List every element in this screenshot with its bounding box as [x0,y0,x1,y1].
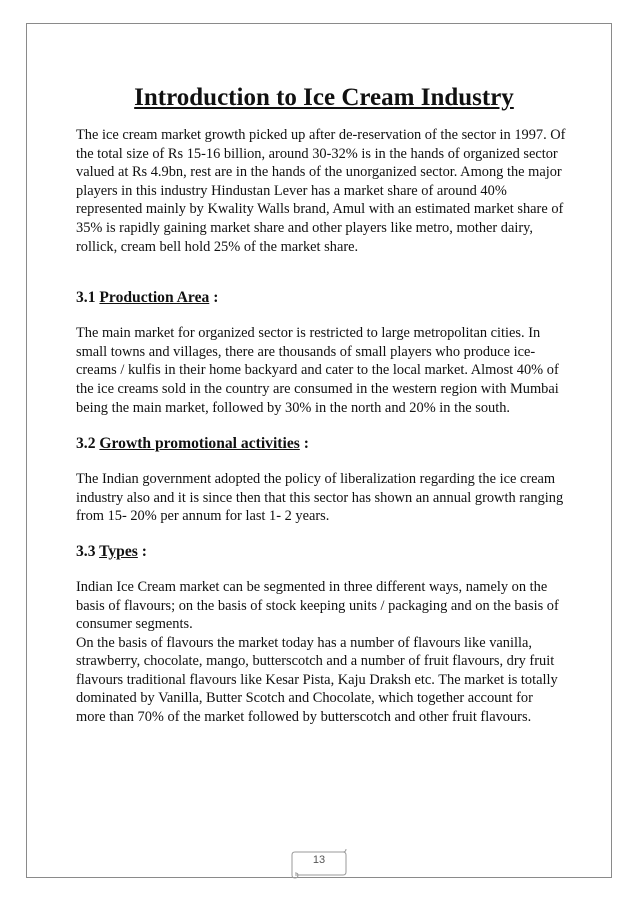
section-heading-growth-promotional-activities [76,434,566,454]
page-title: Introduction to Ice Cream Industry [134,84,514,111]
page-number: 13 [312,854,326,866]
section-number: 3.3 [76,542,96,560]
section-title: Growth promotional activities [99,435,300,453]
document-body [76,124,566,727]
section-suffix: : [213,289,219,307]
production-area-paragraph: The main market for organized sector is restricted to large metropolitan cities. In small towns and villages, there are thousands of small players who produce ice- creams / kulfis in their home backyard and cater to the local market. Almost 40% of the ice creams sold in the country are consumed in the western region with Mumbai being the main market, followed by 30% in the north and 20% in the south. [76,325,559,416]
section-heading-production-area [76,288,566,308]
types-paragraph-1: Indian Ice Cream market can be segmented in three different ways, namely on the basis of flavours; on the basis of stock keeping units / packaging and on the basis of consumer segments. [76,578,559,633]
types-paragraph-2: On the basis of flavours the market today has a number of flavours like vanilla, strawberry, chocolate, mango, butterscotch and a number of fruit flavours, dry fruit flavours traditional flavours like Kesar Pista, Kaju Draksh etc. The market is totally dominated by Vanilla, Butter Scotch and Chocolate, which together account for more than 70% of the market followed by butterscotch and other fruit flavours. [76,634,558,726]
section-number: 3.1 [76,289,96,307]
section-title: Production Area [99,289,210,307]
section-suffix: : [141,542,147,560]
growth-paragraph: The Indian government adopted the policy of liberalization regarding the ice cream industry also and it is since then that this sector has shown an annual growth ranging from 15- 20% per annum for last 1- 2 years. [76,471,564,525]
section-suffix: : [303,435,309,453]
section-number: 3.2 [76,435,96,453]
section-heading-types [76,542,566,562]
page-number-scroll [289,848,349,879]
section-title: Types [99,542,138,560]
intro-paragraph: The ice cream market growth picked up after de-reservation of the sector in 1997. Of the total size of Rs 15-16 billion, around 30-32% is in the hands of organized sector valued at Rs 4.9bn, rest are in the hands of the unorganized sector. Among the major players in this industry Hindustan Lever has a market share of around 40% represented mainly by Kwality Walls brand, Amul with an estimated market share of 35% is rapidly gaining market share and other players like metro, mother dairy, rollick, cream bell hold 25% of the market share. [76,127,566,255]
